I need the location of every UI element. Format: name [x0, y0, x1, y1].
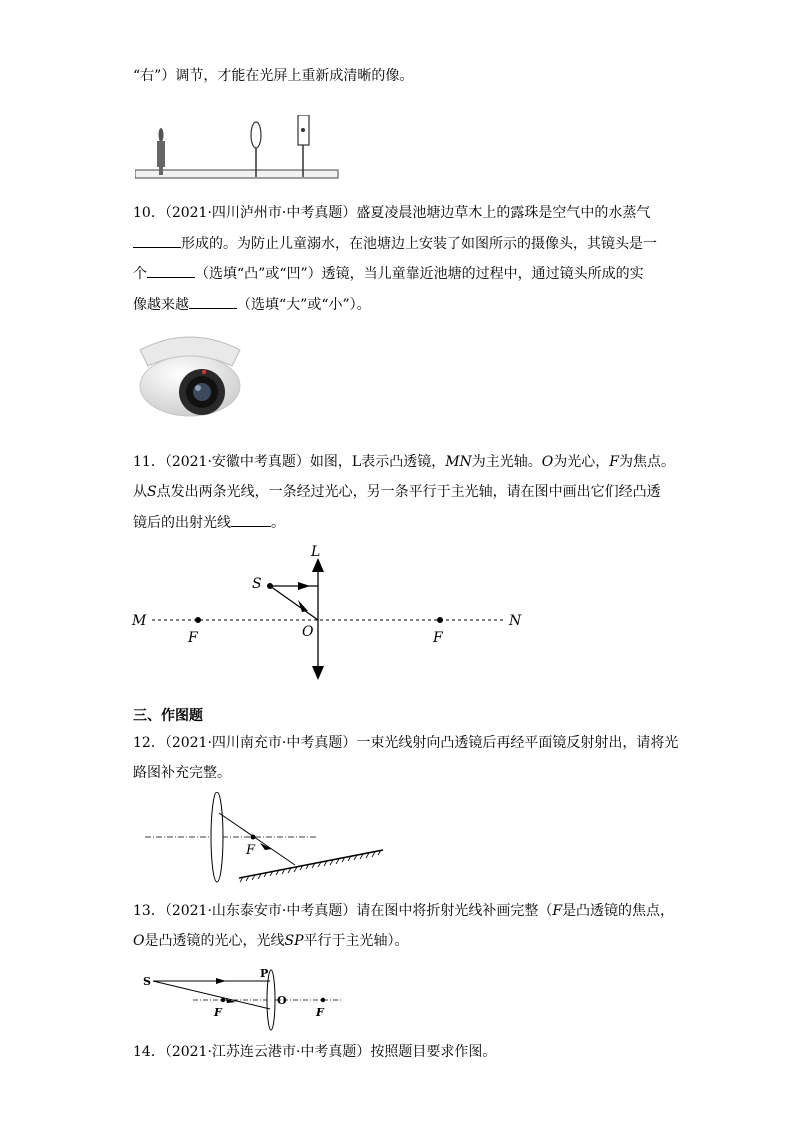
- answer-blank: [133, 233, 181, 248]
- answer-blank: [189, 294, 237, 309]
- q13-convex-lens-diagram: [138, 965, 350, 1035]
- label-S: S: [143, 975, 151, 988]
- label-O: O: [302, 624, 314, 640]
- label-F1: F: [188, 630, 198, 646]
- q14-line1: 14．（2021·江苏连云港市·中考真题）按照题目要求作图。: [133, 1044, 497, 1060]
- convex-lens: [211, 792, 223, 882]
- q10-line4: 像越来越 （选填“大”或“小”）。: [133, 294, 371, 315]
- q11-convex-lens-diagram: [128, 540, 528, 682]
- q10-line3: 个 （选填“凸”或“凹”）透镜，当儿童靠近池塘的过程中，通过镜头所成的实: [133, 263, 644, 284]
- focal-point-F2: [321, 998, 325, 1002]
- light-screen-icon: [298, 115, 309, 177]
- label-S: S: [252, 576, 262, 592]
- security-camera-icon: [134, 328, 246, 418]
- section-title: 三、作图题: [133, 708, 203, 724]
- answer-blank: [147, 263, 195, 278]
- label-F: F: [246, 843, 256, 858]
- q13-line2: O是凸透镜的光心，光线SP平行于主光轴）。: [133, 933, 409, 949]
- q11-line3: 镜后的出射光线 。: [133, 512, 285, 533]
- q11-line1: 11．（2021·安徽中考真题）如图，L表示凸透镜，MN为主光轴。O为光心，F为焦点。: [133, 454, 675, 470]
- q13-line1: 13．（2021·山东泰安市·中考真题）请在图中将折射光线补画完整（F是凸透镜的焦点，: [133, 903, 675, 919]
- focal-point-F1: [195, 617, 201, 623]
- plane-mirror: [239, 850, 383, 882]
- focal-point-F2: [437, 617, 443, 623]
- q10-line2: 形成的。为防止儿童溺水，在池塘边上安装了如图所示的摄像头，其镜头是一: [133, 233, 657, 254]
- focal-point-F1: [221, 998, 225, 1002]
- q9-tail-text: “右”）调节，才能在光屏上重新成清晰的像。: [133, 68, 414, 84]
- label-F2: F: [433, 630, 443, 646]
- label-O: O: [277, 994, 287, 1007]
- label-F1: F: [214, 1006, 222, 1019]
- q12-line2: 路图补充完整。: [133, 765, 231, 781]
- answer-blank: [231, 512, 271, 527]
- optical-bench-figure: [135, 115, 340, 185]
- candle-icon: [157, 128, 165, 175]
- q11-line2: 从S点发出两条光线，一条经过光心，另一条平行于主光轴，请在图中画出它们经凸透: [133, 484, 661, 500]
- q12-line1: 12．（2021·四川南充市·中考真题）一束光线射向凸透镜后再经平面镜反射射出，请将光: [133, 735, 679, 751]
- label-M: M: [132, 613, 147, 629]
- label-F2: F: [316, 1006, 324, 1019]
- q10-line1: 10．（2021·四川泸州市·中考真题）盛夏凌晨池塘边草木上的露珠是空气中的水蒸气: [133, 205, 651, 221]
- label-P: P: [260, 967, 269, 980]
- label-N: N: [509, 613, 522, 629]
- convex-lens-icon: [251, 122, 261, 177]
- focal-point-F: [251, 835, 256, 840]
- label-L: L: [311, 544, 321, 560]
- q12-lens-mirror-diagram: [143, 792, 388, 884]
